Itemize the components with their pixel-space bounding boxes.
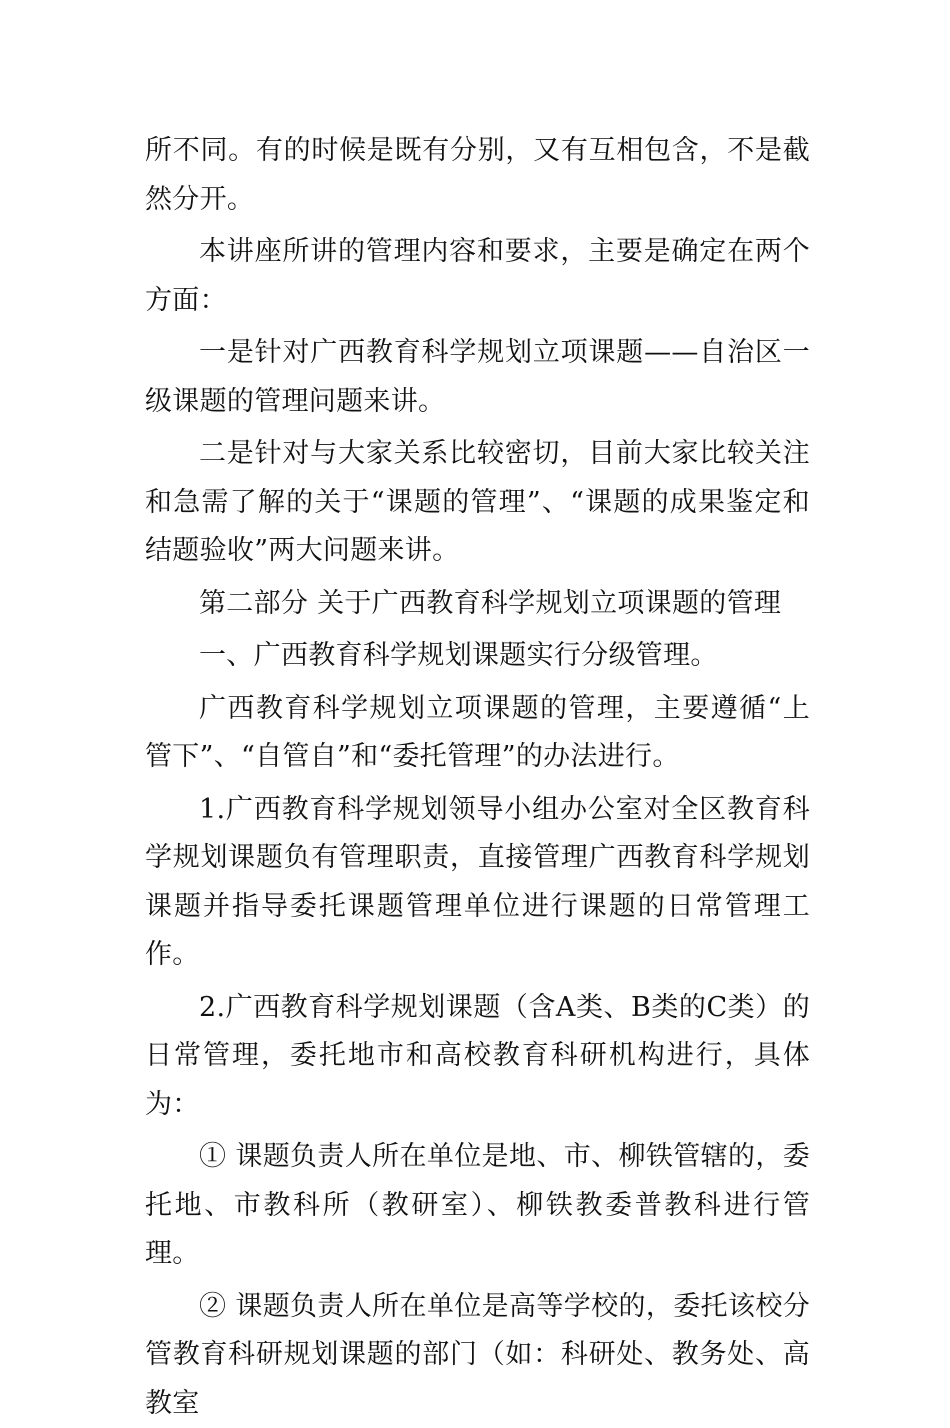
paragraph-aspect-two: 二是针对与大家关系比较密切，目前大家比较关注和急需了解的关于“课题的管理”、“课题的成果鉴定和结题验收”两大问题来讲。 <box>145 430 810 576</box>
section-heading: 第二部分 关于广西教育科学规划立项课题的管理 <box>145 580 810 629</box>
paragraph-management-principle: 广西教育科学规划立项课题的管理，主要遵循“上管下”、“自管自”和“委托管理”的办法进行。 <box>145 685 810 782</box>
list-item-2: 2.广西教育科学规划课题（含A类、B类的C类）的日常管理，委托地市和高校教育科研机构进行，具体为： <box>145 984 810 1130</box>
document-body <box>145 127 810 1428</box>
paragraph-continuation: 所不同。有的时候是既有分别，又有互相包含，不是截然分开。 <box>145 127 810 224</box>
sub-item-circled-2: ② 课题负责人所在单位是高等学校的，委托该校分管教育科研规划课题的部门（如：科研处、教务处、高教室 <box>145 1283 810 1428</box>
paragraph-aspect-one: 一是针对广西教育科学规划立项课题——自治区一级课题的管理问题来讲。 <box>145 329 810 426</box>
subsection-heading: 一、广西教育科学规划课题实行分级管理。 <box>145 632 810 681</box>
paragraph-lecture-scope: 本讲座所讲的管理内容和要求，主要是确定在两个方面： <box>145 228 810 325</box>
sub-item-circled-1: ① 课题负责人所在单位是地、市、柳铁管辖的，委托地、市教科所（教研室）、柳铁教委普教科进行管理。 <box>145 1133 810 1279</box>
list-item-1: 1.广西教育科学规划领导小组办公室对全区教育科学规划课题负有管理职责，直接管理广西教育科学规划课题并指导委托课题管理单位进行课题的日常管理工作。 <box>145 786 810 980</box>
